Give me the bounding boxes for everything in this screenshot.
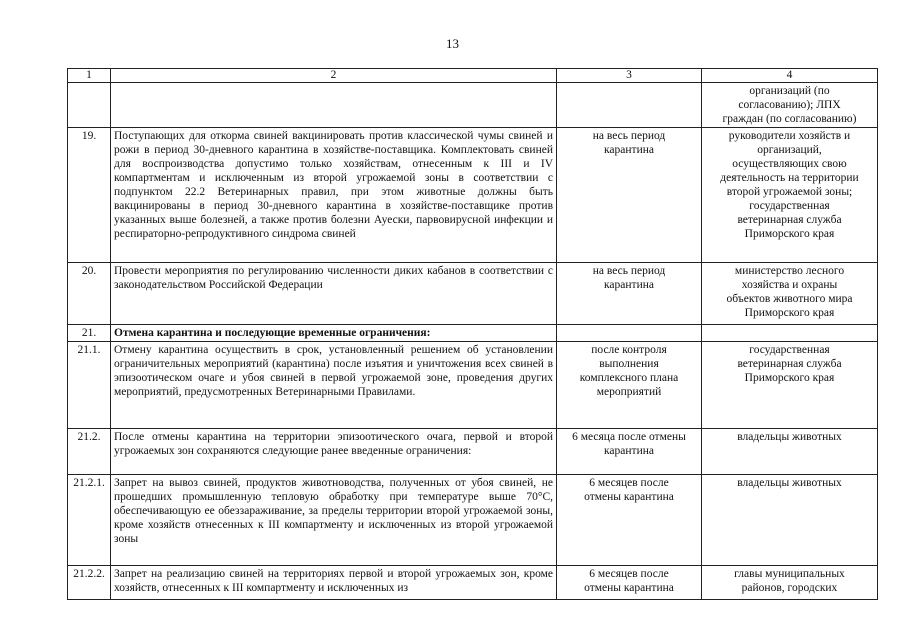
row-number: 20. (68, 263, 111, 325)
row-text: Отмена карантина и последующие временные ограничения: (111, 325, 557, 342)
row-number: 21.1. (68, 342, 111, 429)
table-row (68, 83, 878, 128)
row-number: 21.2. (68, 429, 111, 475)
row-number: 21.2.2. (68, 566, 111, 600)
header-col-1: 1 (68, 69, 111, 83)
row-term: на весь период карантина (557, 263, 702, 325)
row-responsible: руководители хозяйств и организаций, осуществляющих свою деятельность на территории второй угрожаемой зоны; государственная ветеринарная служба Приморского края (702, 128, 878, 263)
measures-table (67, 68, 878, 600)
row-number: 19. (68, 128, 111, 263)
row-responsible: министерство лесного хозяйства и охраны объектов животного мира Приморского края (702, 263, 878, 325)
row-term (557, 325, 702, 342)
row-responsible: главы муниципальных районов, городских (702, 566, 878, 600)
table-row (68, 263, 878, 325)
row-number: 21.2.1. (68, 475, 111, 566)
header-col-2: 2 (111, 69, 557, 83)
header-col-4: 4 (702, 69, 878, 83)
row-responsible: владельцы животных (702, 429, 878, 475)
row-term (557, 83, 702, 128)
row-term: 6 месяцев после отмены карантина (557, 475, 702, 566)
row-text: Запрет на вывоз свиней, продуктов животноводства, полученных от убоя свиней, не прошедших промышленную тепловую обработку при температуре выше 70°С, обеспечивающую ее обеззараживание, за пределы территории второй угрожаемой зоны, кроме хозяйств отнесенных к III компартменту и исключенных из второй угрожаемой зоны (111, 475, 557, 566)
row-term: 6 месяца после отмены карантина (557, 429, 702, 475)
row-term: 6 месяцев после отмены карантина (557, 566, 702, 600)
header-col-3: 3 (557, 69, 702, 83)
row-responsible: владельцы животных (702, 475, 878, 566)
row-number: 21. (68, 325, 111, 342)
row-number (68, 83, 111, 128)
table-row (68, 475, 878, 566)
row-text: Поступающих для откорма свиней вакцинировать против классической чумы свиней и рожи в период 30-дневного карантина в хозяйстве-поставщика. Комплектовать свиней для воспроизводства допустимо только хозяйствам, отнесенным к III и IV компартментам и исключенным из второй угрожаемой зоны в соответствии с подпунктом 22.2 Ветеринарных правил, при этом животные должны быть вакцинированы в период 30-дневного карантина в хозяйстве-поставщике против указанных выше болезней, а также против болезни Ауески, парвовирусной инфекции и респираторно-репродуктивного синдрома свиней (111, 128, 557, 263)
row-text: Запрет на реализацию свиней на территориях первой и второй угрожаемых зон, кроме хозяйств, отнесенных к III компартменту и исключенных из (111, 566, 557, 600)
row-text: Отмену карантина осуществить в срок, установленный решением об установлении ограничительных мероприятий (карантина) после изъятия и уничтожения всех свиней в эпизоотическом очаге и убоя свиней в первой угрожаемой зоне, проведения других мероприятий, предусмотренных Ветеринарными Правилами. (111, 342, 557, 429)
row-term: после контроля выполнения комплексного плана мероприятий (557, 342, 702, 429)
table-header-row (68, 69, 878, 83)
row-term: на весь период карантина (557, 128, 702, 263)
table-row (68, 429, 878, 475)
table-row (68, 325, 878, 342)
row-text: После отмены карантина на территории эпизоотического очага, первой и второй угрожаемых зон сохраняются следующие ранее введенные ограничения: (111, 429, 557, 475)
row-responsible: организаций (по согласованию); ЛПХ граждан (по согласованию) (702, 83, 878, 128)
row-responsible: государственная ветеринарная служба Приморского края (702, 342, 878, 429)
page-number: 13 (446, 36, 459, 51)
table-row (68, 566, 878, 600)
row-text: Провести мероприятия по регулированию численности диких кабанов в соответствии с законодательством Российской Федерации (111, 263, 557, 325)
row-responsible (702, 325, 878, 342)
table-row (68, 342, 878, 429)
row-text (111, 83, 557, 128)
table-row (68, 128, 878, 263)
